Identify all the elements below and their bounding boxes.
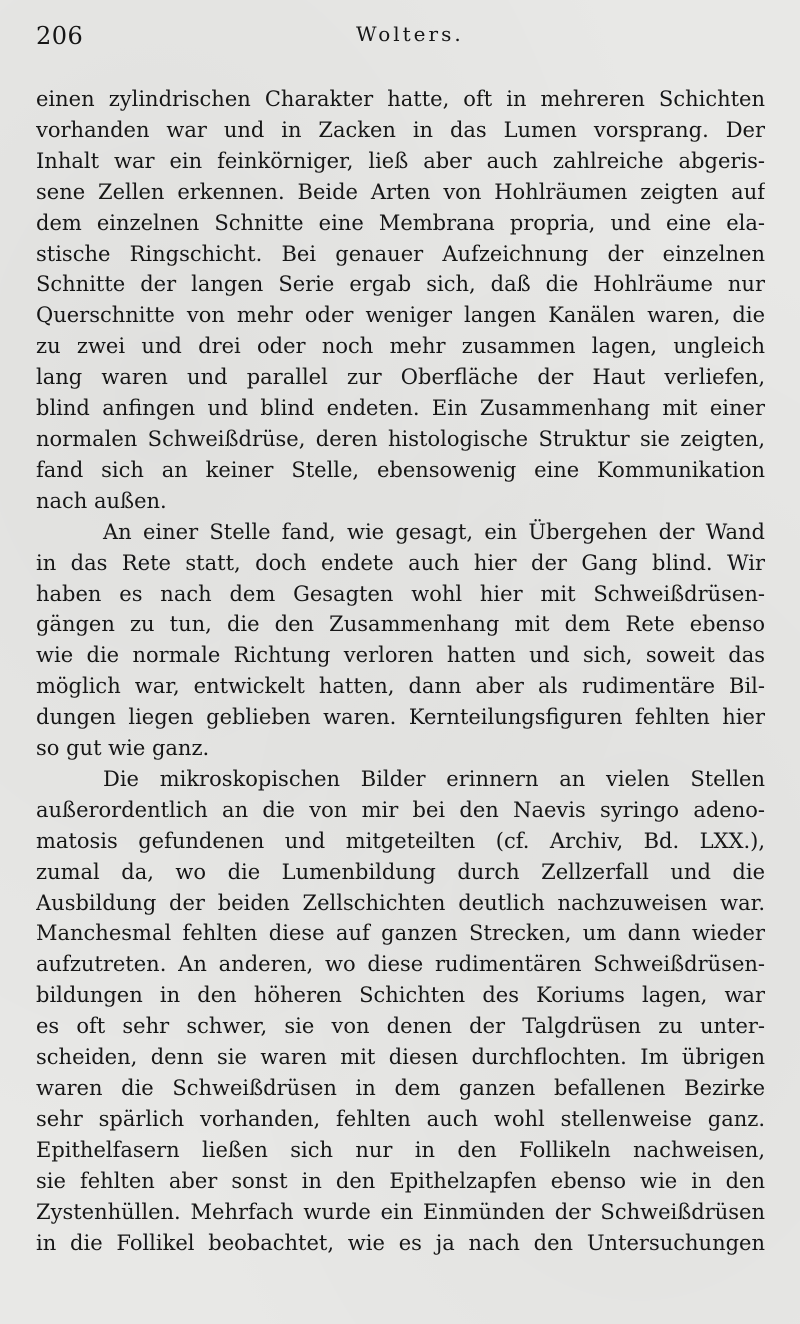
text-line: Zystenhüllen. Mehrfach wurde ein Einmünden der Schweißdrüsen	[36, 1199, 765, 1224]
text-line: vorhanden war und in Zacken in das Lumen vorsprang. Der	[36, 117, 765, 142]
text-line: gängen zu tun, die den Zusammenhang mit dem Rete ebenso	[36, 612, 765, 637]
text-line: fand sich an keiner Stelle, ebensowenig eine Kommunikation	[36, 457, 765, 482]
text-line: sehr spärlich vorhanden, fehlten auch wohl stellenweise ganz.	[36, 1106, 765, 1131]
text-line: scheiden, denn sie waren mit diesen durchflochten. Im übrigen	[36, 1045, 765, 1070]
text-line: An einer Stelle fand, wie gesagt, ein Übergehen der Wand	[103, 519, 765, 544]
text-line: waren die Schweißdrüsen in dem ganzen befallenen Bezirke	[36, 1076, 765, 1100]
text-line: einen zylindrischen Charakter hatte, oft in mehreren Schichten	[36, 87, 765, 111]
text-line: es oft sehr schwer, sie von denen der Talgdrüsen zu unter-	[36, 1014, 765, 1039]
text-line: Inhalt war ein feinkörniger, ließ aber auch zahlreiche abgeris-	[36, 148, 765, 173]
text-line: Querschnitte von mehr oder weniger langen Kanälen waren, die	[36, 303, 765, 328]
page-number: 206	[36, 22, 84, 50]
running-head: Wolters.	[356, 22, 464, 46]
text-line: zu zwei und drei oder noch mehr zusammen lagen, ungleich	[36, 334, 765, 359]
text-line: dem einzelnen Schnitte eine Membrana propria, und eine ela-	[36, 210, 765, 235]
text-line: sene Zellen erkennen. Beide Arten von Hohlräumen zeigten auf	[36, 179, 765, 204]
body-text	[36, 84, 765, 1258]
text-line: außerordentlich an die von mir bei den Naevis syringo adeno-	[36, 797, 765, 822]
page-header	[36, 22, 764, 54]
text-line: bildungen in den höheren Schichten des Koriums lagen, war	[36, 983, 765, 1008]
text-line: Die mikroskopischen Bilder erinnern an vielen Stellen	[103, 766, 765, 791]
text-line: möglich war, entwickelt hatten, dann aber als rudimentäre Bil-	[36, 674, 765, 699]
text-line: in das Rete statt, doch endete auch hier der Gang blind. Wir	[36, 550, 765, 575]
text-line: wie die normale Richtung verloren hatten und sich, soweit das	[36, 643, 765, 668]
text-line: matosis gefundenen und mitgeteilten (cf. Archiv, Bd. LXX.),	[36, 828, 765, 853]
text-line: Ausbildung der beiden Zellschichten deutlich nachzuweisen war.	[36, 890, 765, 915]
text-line: stische Ringschicht. Bei genauer Aufzeichnung der einzelnen	[36, 241, 765, 266]
text-line: in die Follikel beobachtet, wie es ja nach den Untersuchungen	[36, 1230, 765, 1255]
text-line: Manchesmal fehlten diese auf ganzen Strecken, um dann wieder	[36, 921, 765, 946]
text-line: dungen liegen geblieben waren. Kernteilungsfiguren fehlten hier	[36, 705, 765, 730]
text-line: so gut wie ganz.	[36, 736, 210, 761]
text-line: blind anfingen und blind endeten. Ein Zusammenhang mit einer	[36, 396, 765, 421]
text-line: Epithelfasern ließen sich nur in den Follikeln nachweisen,	[36, 1137, 765, 1162]
text-line: zumal da, wo die Lumenbildung durch Zellzerfall und die	[36, 859, 765, 884]
text-line: nach außen.	[36, 488, 167, 513]
text-line: haben es nach dem Gesagten wohl hier mit Schweißdrüsen-	[36, 581, 765, 606]
text-line: normalen Schweißdrüse, deren histologische Struktur sie zeigten,	[36, 426, 765, 451]
text-line: lang waren und parallel zur Oberfläche der Haut verliefen,	[36, 365, 765, 390]
text-line: sie fehlten aber sonst in den Epithelzapfen ebenso wie in den	[36, 1168, 765, 1193]
text-line: Schnitte der langen Serie ergab sich, daß die Hohlräume nur	[36, 272, 765, 297]
text-line: aufzutreten. An anderen, wo diese rudimentären Schweißdrüsen-	[36, 952, 765, 977]
